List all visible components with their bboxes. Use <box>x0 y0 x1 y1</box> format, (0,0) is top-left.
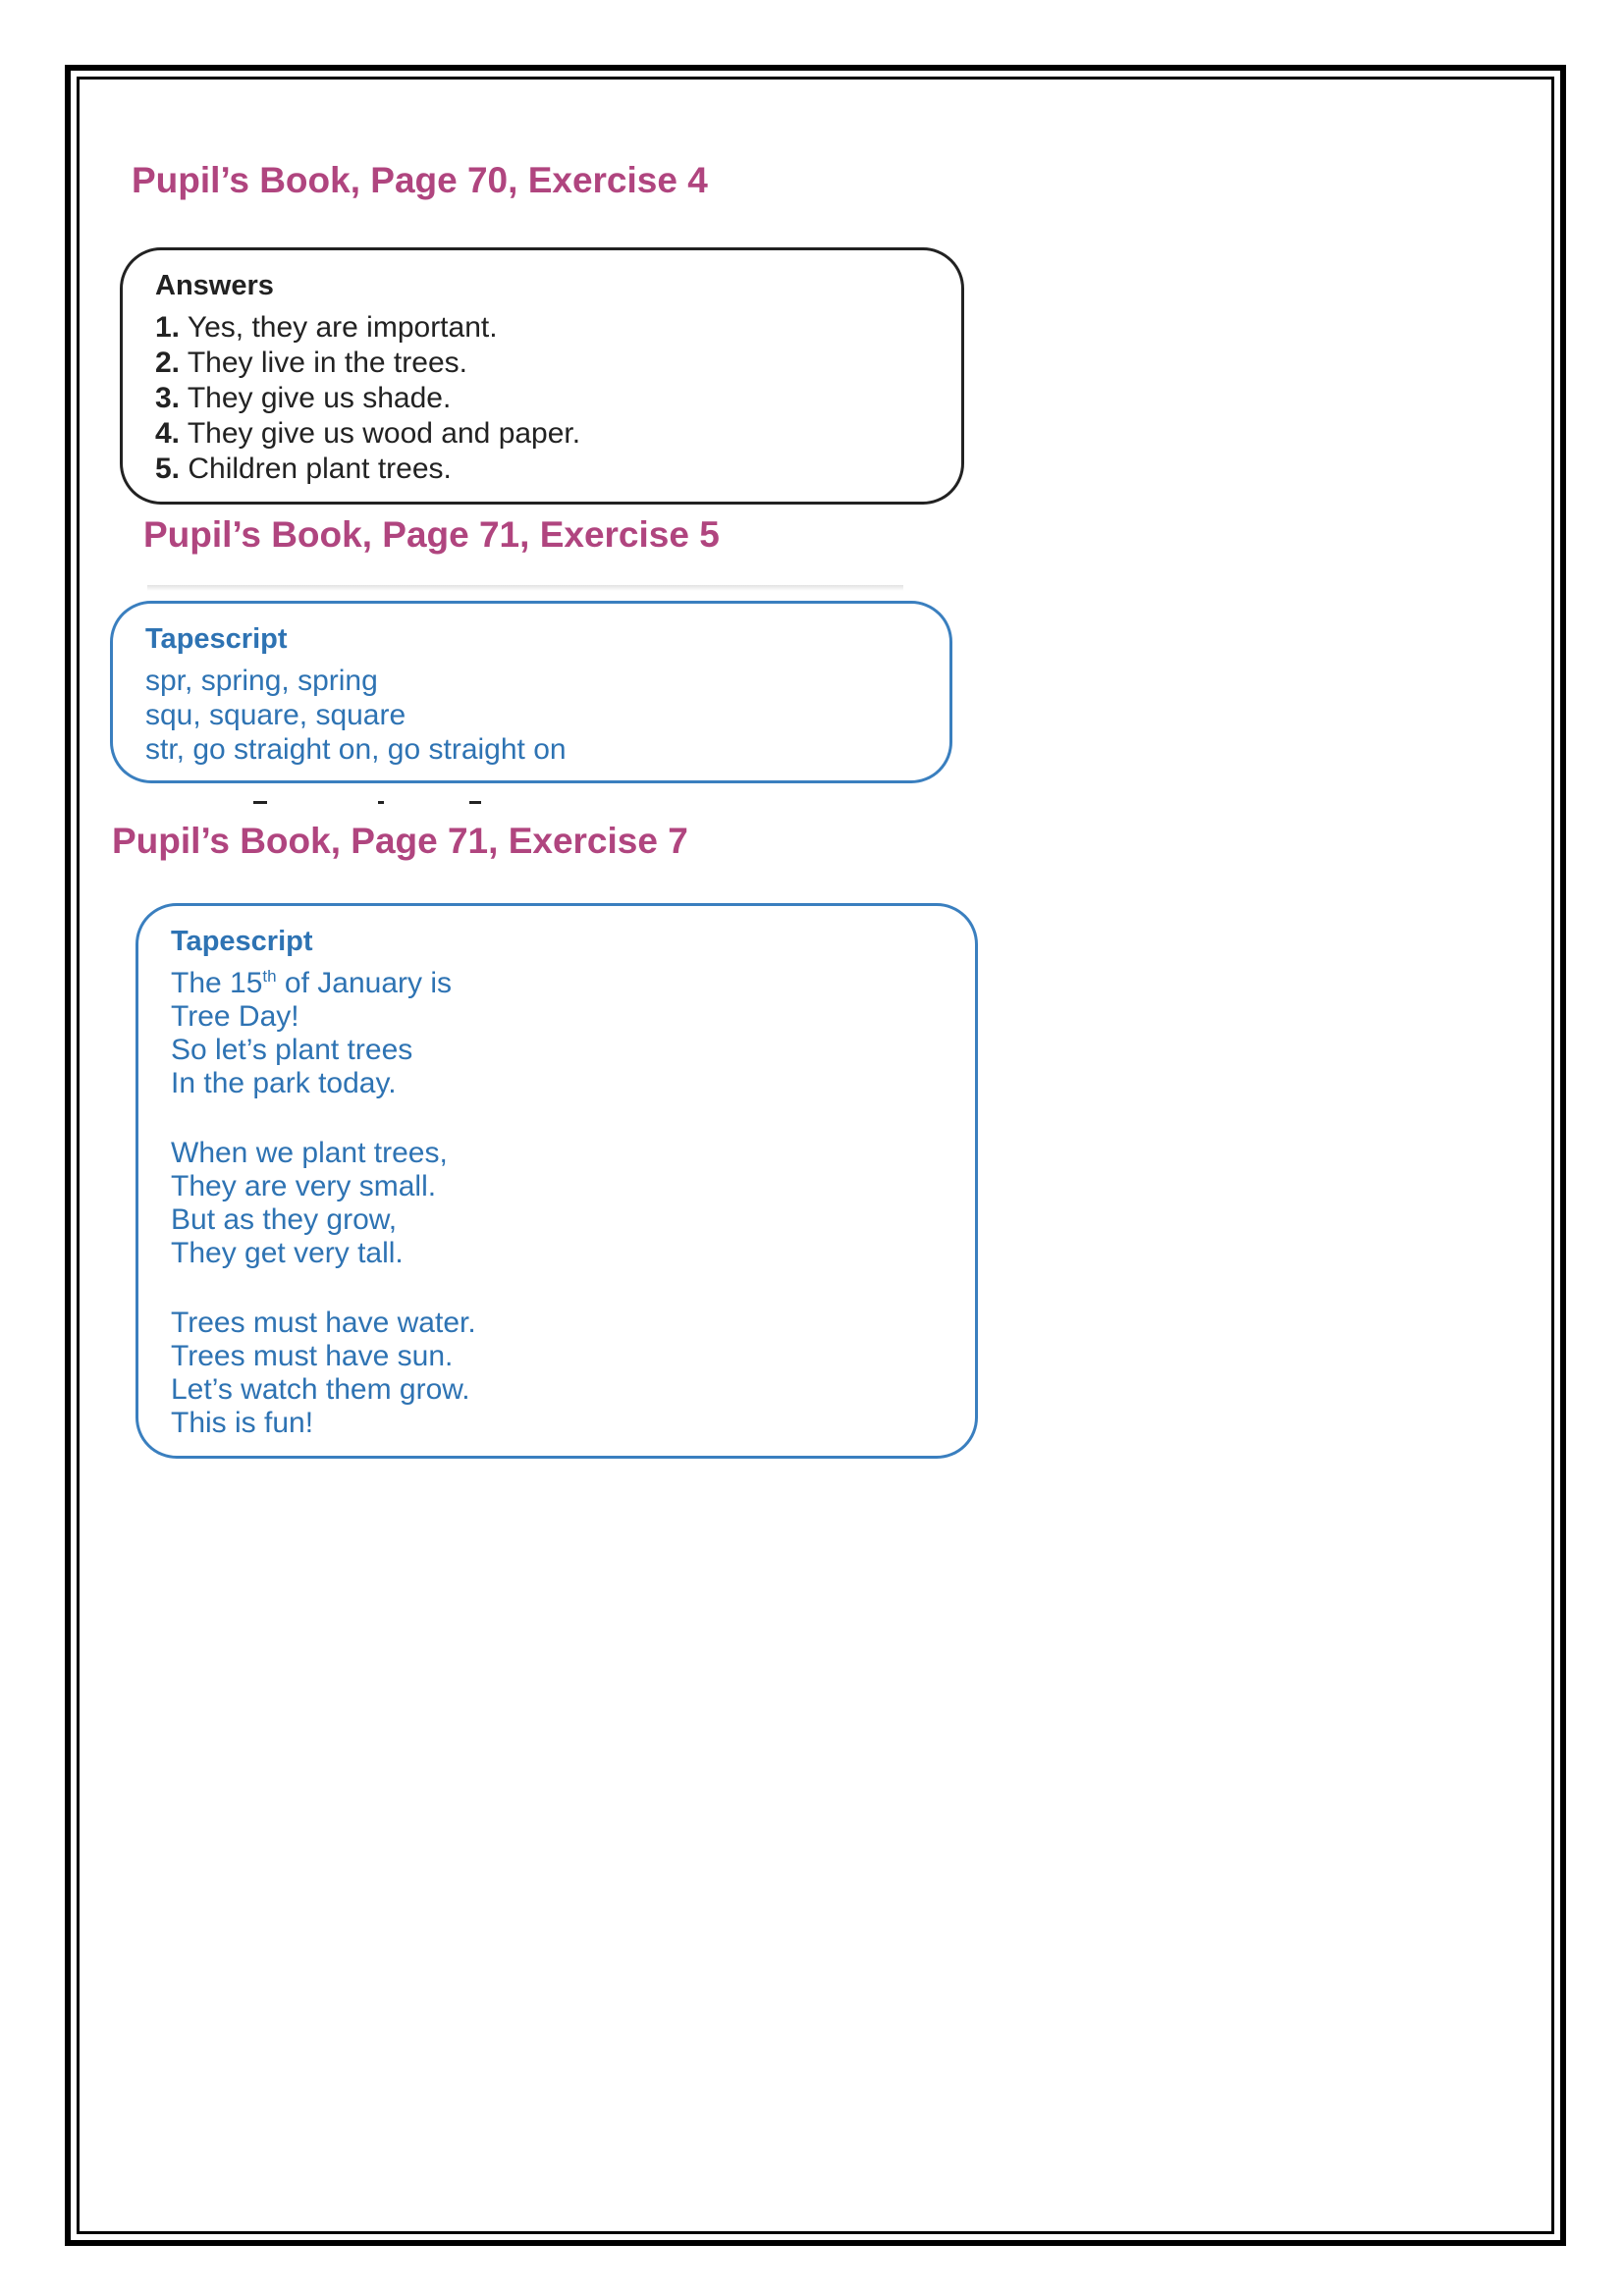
song-line: But as they grow, <box>171 1203 398 1236</box>
answer-text: They give us shade. <box>187 382 452 414</box>
answers-box <box>120 247 964 505</box>
exercise-5-heading: Pupil’s Book, Page 71, Exercise 5 <box>143 514 720 555</box>
song-line: This is fun! <box>171 1407 314 1439</box>
ordinal-suffix: th <box>262 967 277 986</box>
answer-number: 2. <box>155 347 181 379</box>
tapescript-line: str, go straight on, go straight on <box>145 733 567 766</box>
song-line-end: of January is <box>276 967 453 999</box>
answer-item <box>155 453 452 486</box>
tapescript-box-exercise-7 <box>135 903 978 1459</box>
song-line: So let’s plant trees <box>171 1034 413 1066</box>
stray-mark <box>253 801 267 804</box>
song-line: Let’s watch them grow. <box>171 1373 470 1406</box>
answer-text: They live in the trees. <box>187 347 467 379</box>
answer-number: 5. <box>155 453 181 485</box>
tapescript-line: squ, square, square <box>145 699 406 731</box>
exercise-7-heading: Pupil’s Book, Page 71, Exercise 7 <box>112 821 688 861</box>
stray-mark <box>378 801 384 804</box>
exercise-4-heading: Pupil’s Book, Page 70, Exercise 4 <box>132 160 708 200</box>
stray-mark <box>469 801 481 804</box>
answer-item <box>155 382 451 415</box>
answer-text: Children plant trees. <box>188 453 452 485</box>
answer-item <box>155 417 580 451</box>
answer-item <box>155 347 467 380</box>
song-line: In the park today. <box>171 1067 397 1099</box>
tapescript-title: Tapescript <box>171 926 313 957</box>
tapescript-box-exercise-5 <box>110 601 952 783</box>
answer-text: Yes, they are important. <box>187 311 498 344</box>
tapescript-title: Tapescript <box>145 623 288 655</box>
answer-number: 4. <box>155 417 181 450</box>
divider-shadow <box>147 585 903 591</box>
answer-number: 3. <box>155 382 181 414</box>
song-line <box>171 967 452 1000</box>
song-line: They get very tall. <box>171 1237 404 1269</box>
song-line: They are very small. <box>171 1170 437 1202</box>
song-line: Tree Day! <box>171 1000 299 1033</box>
song-line: Trees must have sun. <box>171 1340 454 1372</box>
answers-title: Answers <box>155 270 274 301</box>
song-line: Trees must have water. <box>171 1307 476 1339</box>
song-line-start: The 15 <box>171 967 263 999</box>
answer-number: 1. <box>155 311 181 344</box>
tapescript-line: spr, spring, spring <box>145 665 378 697</box>
song-line: When we plant trees, <box>171 1137 448 1169</box>
answer-item <box>155 311 498 345</box>
answer-text: They give us wood and paper. <box>187 417 581 450</box>
